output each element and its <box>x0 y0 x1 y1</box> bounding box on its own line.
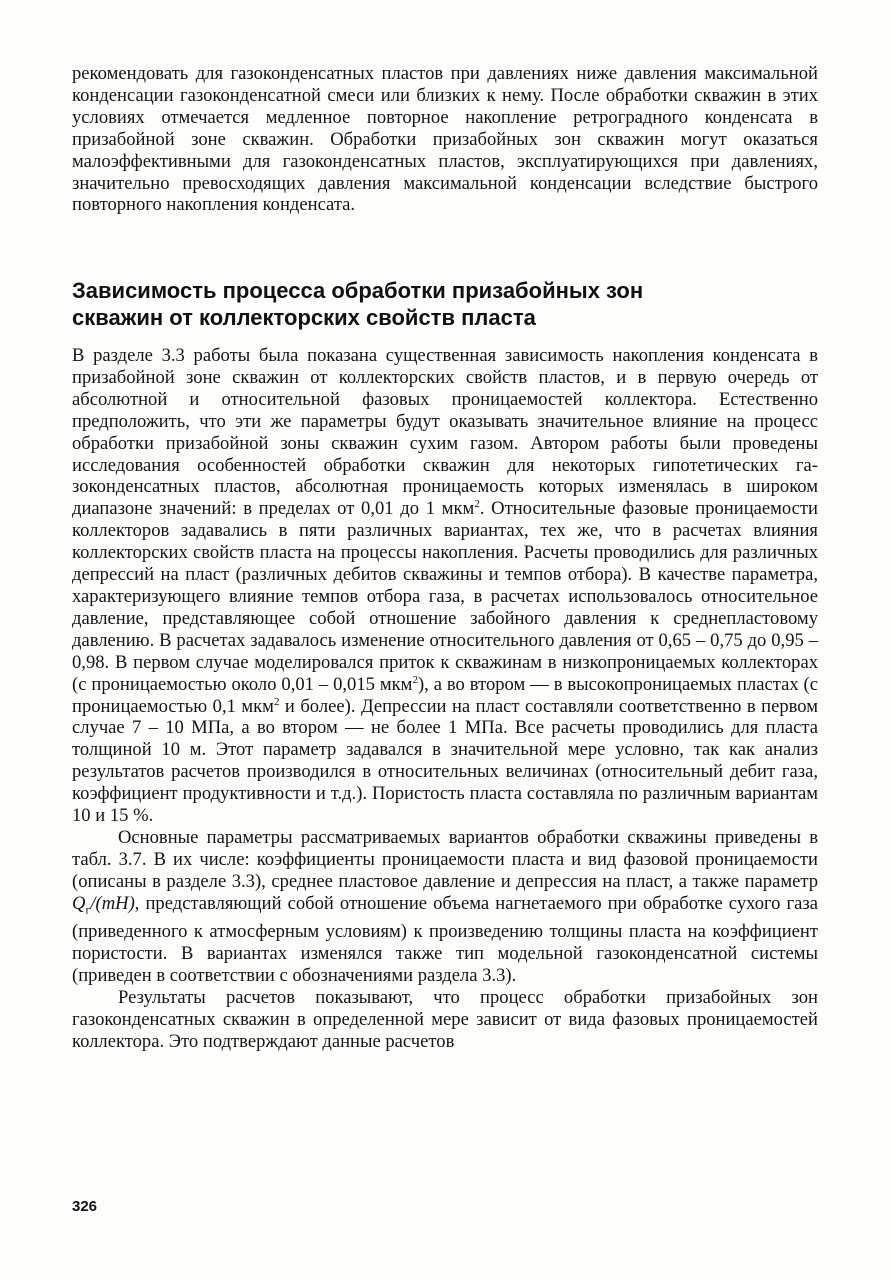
paragraph-2-part2: , представляющий собой отношение объема нагнетаемого при обработке сухого газа (приведенного к атмосферным условиям) к произведению толщины пласта на коэффициент пористости. В вариантах изменялся также тип модельной газоконденсатной системы (приведен в соответствии с обозначениями раздела 3.3). <box>72 892 818 987</box>
paragraph-2-part1: Основные параметры рассматриваемых вариантов обработки скважины приведены в табл. 3.7. В их числе: коэффициенты проницаемости пласта и вид фазовой проницаемости (описаны в разделе 3.3), среднее пластовое давление и депрессия на пласт, а также параметр <box>72 826 818 892</box>
page-number: 326 <box>72 1198 98 1215</box>
paragraph-3: Результаты расчетов показывают, что процесс обработки призабойных зон газоконденсатных скважин в определенной мере зависит от вида фазовых проницаемостей коллектора. Это подтверждают данные расчетов <box>72 987 818 1052</box>
superscript-2: 2 <box>474 498 480 511</box>
formula-q: Q <box>72 892 86 914</box>
section-heading-line2: скважин от коллекторских свойств пласта <box>72 305 536 330</box>
formula-denominator: /(mH) <box>90 892 135 914</box>
section-heading <box>72 277 818 331</box>
paragraph-1-part3: ), а во втором — в высокопроницаемых пластах (с проницаемостью 0,1 мкм <box>72 673 819 717</box>
superscript-2: 2 <box>273 695 280 708</box>
section-heading-line1: Зависимость процесса обработки призабойных зон <box>72 278 644 303</box>
superscript-2: 2 <box>412 673 418 686</box>
paragraph-1-part4: и более). Депрессии на пласт составляли соответственно в первом случае 7 – 10 МПа, а во втором — не более 1 МПа. Все расчеты проводились для пласта толщиной 10 м. Этот параметр задавался в значительной мере условно, так как анализ результатов расчетов производился в относительных величинах (относительный дебит газа, коэффициент продуктивности и т.д.). Пористость пласта составляла по различным вариантам 10 и 15 %. <box>72 695 818 827</box>
body-text <box>72 345 818 1053</box>
formula-subscript: г <box>85 902 91 917</box>
intro-text <box>72 63 818 216</box>
intro-paragraph: рекомендовать для газоконденсатных пластов при давлениях ниже давления максимальной конденсации газоконденсатной смеси или близких к нему. После обработки скважин в этих условиях отмечается медленное повторное накопление ретроградного конденсата в призабойной зоне скважин. Обработки призабойных зон скважин могут оказаться малоэффективными для газоконденсатных пластов, эксплуатирующихся при давлениях, значительно превосходящих давления максимальной конденсации вследствие быстрого повторного накопления конденсата. <box>72 63 818 216</box>
paragraph-1-part2: . Относительные фазовые проницаемости коллекторов задавались в пяти различных вариантах, тех же, что в расчетах влияния коллекторских свойств пласта на процессы накопления. Расчеты проводились для различных депрессий на пласт (различных дебитов скважины и темпов отбора). В качестве параметра, характеризующего влияние темпов отбора газа, в расчетах использовалось относительное давление, представляющее собой отношение забойного давления к среднепластовому давлению. В расчетах задавалось изменение относительного давления от 0,65 – 0,75 до 0,95 – 0,98. В первом случае моделировался приток к скважинам в низкопроницаемых коллекторах (с проницаемостью около 0,01 – 0,015 мкм <box>72 498 818 695</box>
paragraph-1-part1: В разделе 3.3 работы была показана существенная зависимость накопления конденсата в призабойной зоне скважин от коллекторских свойств пластов, и в первую очередь от абсолютной и относительной фазовых проницаемостей коллектора. Естественно предположить, что эти же параметры будут оказывать значительное влияние на процесс обработки призабойной зоны скважин сухим газом. Автором работы были проведены исследования особенностей обработки скважин для некоторых гипотетических газоконденсатных пластов, абсолютная проницаемость которых изменялась в широком диапазоне значений: в пределах от 0,01 до 1 мкм <box>72 345 818 520</box>
paragraph-1 <box>72 345 818 827</box>
paragraph-2 <box>72 827 818 987</box>
